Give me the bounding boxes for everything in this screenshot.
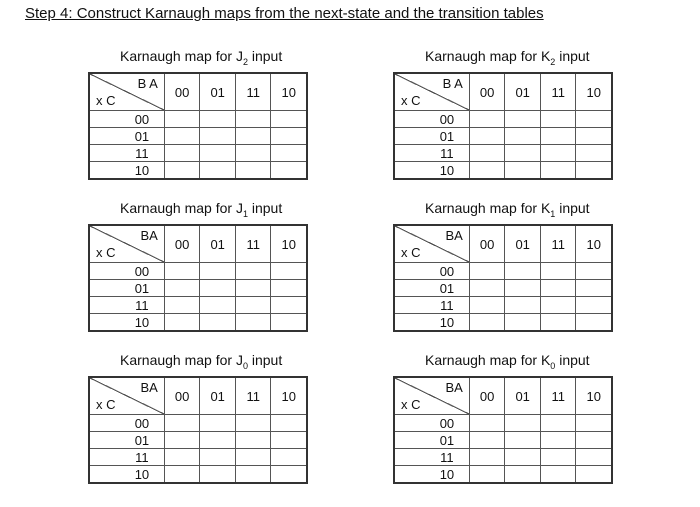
page-title: Step 4: Construct Karnaugh maps from the next-state and the transition tables: [25, 5, 544, 22]
kmap-row: [89, 297, 307, 314]
kmap-cell[interactable]: [469, 466, 505, 484]
kmap-cell[interactable]: [200, 466, 236, 484]
kmap-cell[interactable]: [164, 449, 200, 466]
kmap-cell[interactable]: [540, 314, 575, 332]
kmap-cell[interactable]: [469, 449, 505, 466]
row-header: 11: [394, 145, 469, 162]
kmap-title: Karnaugh map for $K_2$ input: [425, 48, 590, 67]
row-variables: x C: [401, 245, 421, 260]
kmap-cell[interactable]: [576, 297, 612, 314]
row-header: 10: [89, 466, 164, 484]
kmap-cell[interactable]: [200, 449, 236, 466]
kmap-row: [89, 280, 307, 297]
kmap-cell[interactable]: [164, 314, 200, 332]
kmap-cell[interactable]: [505, 466, 541, 484]
kmap-row: [394, 263, 612, 280]
kmap-cell[interactable]: [271, 466, 307, 484]
kmap-cell[interactable]: [271, 280, 307, 297]
column-header: 01: [200, 225, 236, 263]
column-variables: BA: [445, 228, 463, 243]
kmap-cell[interactable]: [576, 280, 612, 297]
kmap-row: [89, 263, 307, 280]
corner-cell: [394, 377, 469, 415]
kmap-cell[interactable]: [505, 128, 541, 145]
kmap-cell[interactable]: [200, 432, 236, 449]
subscript: 2: [242, 56, 248, 67]
kmap-cell[interactable]: [505, 280, 541, 297]
kmap-cell[interactable]: [505, 162, 541, 180]
kmap-title: Karnaugh map for $K_0$ input: [425, 352, 590, 371]
kmap-cell[interactable]: [576, 449, 612, 466]
kmap-cell[interactable]: [271, 314, 307, 332]
kmap-cell[interactable]: [469, 145, 505, 162]
row-header: 10: [394, 466, 469, 484]
kmap-title: Karnaugh map for $J_0$ input: [120, 352, 283, 371]
kmap-cell[interactable]: [540, 111, 575, 128]
column-header: 11: [540, 225, 575, 263]
kmap-cell[interactable]: [469, 314, 505, 332]
kmap-cell[interactable]: [576, 128, 612, 145]
column-variables: B A: [442, 76, 463, 91]
column-header: 00: [164, 377, 200, 415]
row-header: 11: [394, 297, 469, 314]
column-header: 00: [469, 377, 505, 415]
kmap-row: [394, 280, 612, 297]
column-header: 00: [469, 73, 505, 111]
kmap-cell[interactable]: [469, 111, 505, 128]
row-header: 10: [89, 162, 164, 180]
row-header: 00: [394, 415, 469, 432]
column-variables: BA: [140, 228, 158, 243]
subscript: 0: [550, 360, 556, 371]
kmap-row: [394, 449, 612, 466]
kmap-cell[interactable]: [505, 297, 541, 314]
column-header: 10: [271, 73, 307, 111]
kmap-cell[interactable]: [469, 297, 505, 314]
kmap-cell[interactable]: [200, 263, 236, 280]
kmap-cell[interactable]: [271, 449, 307, 466]
kmap-cell[interactable]: [200, 297, 236, 314]
kmap-cell[interactable]: [271, 145, 307, 162]
kmap-cell[interactable]: [200, 111, 236, 128]
kmap-row: [394, 314, 612, 332]
row-header: 01: [394, 128, 469, 145]
kmap-cell[interactable]: [271, 297, 307, 314]
row-variables: x C: [96, 245, 116, 260]
kmap-cell[interactable]: [200, 128, 236, 145]
kmap-cell[interactable]: [505, 415, 541, 432]
kmap-cell[interactable]: [164, 111, 200, 128]
kmap-row: [89, 145, 307, 162]
row-header: 01: [394, 280, 469, 297]
row-header: 11: [89, 449, 164, 466]
subscript: 1: [242, 208, 248, 219]
kmap-cell[interactable]: [576, 145, 612, 162]
row-header: 11: [89, 145, 164, 162]
kmap-cell[interactable]: [576, 466, 612, 484]
kmap-cell[interactable]: [505, 263, 541, 280]
kmap-row: [394, 162, 612, 180]
kmap-cell[interactable]: [469, 415, 505, 432]
kmap-grid: [393, 224, 613, 332]
kmap-cell[interactable]: [540, 432, 575, 449]
kmap-cell[interactable]: [200, 145, 236, 162]
kmap-cell[interactable]: [505, 314, 541, 332]
row-header: 10: [89, 314, 164, 332]
kmap-cell[interactable]: [235, 145, 270, 162]
kmap-row: [394, 145, 612, 162]
row-header: 01: [89, 432, 164, 449]
kmap-cell[interactable]: [469, 280, 505, 297]
corner-cell: [394, 73, 469, 111]
kmap-cell[interactable]: [505, 145, 541, 162]
row-variables: x C: [96, 397, 116, 412]
kmap-cell[interactable]: [271, 263, 307, 280]
row-header: 10: [394, 314, 469, 332]
column-header: 01: [505, 73, 541, 111]
kmap-cell[interactable]: [235, 314, 270, 332]
column-header: 10: [576, 377, 612, 415]
header-row: [394, 73, 612, 111]
kmap-cell[interactable]: [271, 128, 307, 145]
column-variables: BA: [445, 380, 463, 395]
header-row: [394, 377, 612, 415]
kmap-row: [89, 128, 307, 145]
kmap-cell[interactable]: [200, 314, 236, 332]
header-row: [394, 225, 612, 263]
kmap-cell[interactable]: [576, 415, 612, 432]
column-header: 00: [164, 225, 200, 263]
kmap-cell[interactable]: [540, 297, 575, 314]
corner-cell: [89, 225, 164, 263]
kmap-cell[interactable]: [271, 415, 307, 432]
kmap-cell[interactable]: [235, 162, 270, 180]
kmap-cell[interactable]: [164, 466, 200, 484]
column-header: 11: [235, 225, 270, 263]
kmap-cell[interactable]: [235, 297, 270, 314]
kmap-row: [394, 466, 612, 484]
kmap-cell[interactable]: [200, 415, 236, 432]
column-header: 11: [235, 73, 270, 111]
kmap-cell[interactable]: [235, 128, 270, 145]
corner-cell: [89, 73, 164, 111]
kmap-cell[interactable]: [164, 280, 200, 297]
kmap-cell[interactable]: [235, 466, 270, 484]
column-header: 10: [576, 225, 612, 263]
kmap-row: [394, 432, 612, 449]
kmap-cell[interactable]: [576, 111, 612, 128]
column-header: 11: [540, 73, 575, 111]
kmap-cell[interactable]: [164, 145, 200, 162]
kmap-cell[interactable]: [540, 263, 575, 280]
header-row: [89, 377, 307, 415]
kmap-cell[interactable]: [235, 280, 270, 297]
column-header: 01: [200, 377, 236, 415]
kmap-cell[interactable]: [469, 432, 505, 449]
column-header: 10: [576, 73, 612, 111]
row-header: 00: [394, 263, 469, 280]
kmap-cell[interactable]: [540, 162, 575, 180]
kmap-cell[interactable]: [469, 128, 505, 145]
kmap-cell[interactable]: [271, 162, 307, 180]
kmap-cell[interactable]: [200, 162, 236, 180]
kmap-cell[interactable]: [540, 145, 575, 162]
column-variables: BA: [140, 380, 158, 395]
kmap-cell[interactable]: [271, 432, 307, 449]
column-header: 11: [235, 377, 270, 415]
row-variables: x C: [401, 397, 421, 412]
corner-cell: [89, 377, 164, 415]
column-header: 01: [200, 73, 236, 111]
kmap-row: [89, 162, 307, 180]
kmap-cell[interactable]: [576, 432, 612, 449]
row-header: 11: [89, 297, 164, 314]
kmap-cell[interactable]: [235, 432, 270, 449]
kmap-cell[interactable]: [540, 449, 575, 466]
kmap-cell[interactable]: [540, 466, 575, 484]
column-variables: B A: [137, 76, 158, 91]
column-header: 00: [469, 225, 505, 263]
kmap-cell[interactable]: [164, 128, 200, 145]
column-header: 01: [505, 225, 541, 263]
kmap-cell[interactable]: [469, 162, 505, 180]
kmap-cell[interactable]: [540, 128, 575, 145]
subscript: 0: [242, 360, 248, 371]
kmap-row: [89, 415, 307, 432]
row-variables: x C: [96, 93, 116, 108]
kmap-row: [394, 415, 612, 432]
header-row: [89, 73, 307, 111]
kmap-row: [89, 314, 307, 332]
row-header: 01: [89, 280, 164, 297]
header-row: [89, 225, 307, 263]
subscript: 2: [550, 56, 556, 67]
kmap-cell[interactable]: [576, 263, 612, 280]
row-variables: x C: [401, 93, 421, 108]
subscript: 1: [550, 208, 556, 219]
kmap-cell[interactable]: [164, 415, 200, 432]
kmap-cell[interactable]: [576, 162, 612, 180]
kmap-cell[interactable]: [164, 432, 200, 449]
kmap-row: [89, 466, 307, 484]
row-header: 00: [89, 263, 164, 280]
kmap-cell[interactable]: [235, 111, 270, 128]
kmap-title: Karnaugh map for $J_2$ input: [120, 48, 283, 67]
kmap-grid: [88, 224, 308, 332]
row-header: 00: [89, 415, 164, 432]
kmap-cell[interactable]: [235, 415, 270, 432]
kmap-row: [89, 432, 307, 449]
kmap-grid: [393, 376, 613, 484]
kmap-title: Karnaugh map for $J_1$ input: [120, 200, 283, 219]
kmap-cell[interactable]: [540, 415, 575, 432]
kmap-cell[interactable]: [200, 280, 236, 297]
kmap-row: [89, 111, 307, 128]
kmap-row: [394, 297, 612, 314]
column-header: 00: [164, 73, 200, 111]
row-header: 11: [394, 449, 469, 466]
row-header: 00: [89, 111, 164, 128]
row-header: 01: [89, 128, 164, 145]
row-header: 10: [394, 162, 469, 180]
kmap-grid: [393, 72, 613, 180]
kmap-cell[interactable]: [235, 449, 270, 466]
column-header: 01: [505, 377, 541, 415]
kmap-cell[interactable]: [164, 297, 200, 314]
kmap-cell[interactable]: [505, 111, 541, 128]
column-header: 11: [540, 377, 575, 415]
corner-cell: [394, 225, 469, 263]
kmap-row: [394, 128, 612, 145]
column-header: 10: [271, 225, 307, 263]
kmap-cell[interactable]: [540, 280, 575, 297]
kmap-grid: [88, 376, 308, 484]
kmap-grid: [88, 72, 308, 180]
kmap-cell[interactable]: [505, 449, 541, 466]
kmap-cell[interactable]: [271, 111, 307, 128]
kmap-cell[interactable]: [164, 263, 200, 280]
kmap-row: [394, 111, 612, 128]
kmap-cell[interactable]: [164, 162, 200, 180]
kmap-cell[interactable]: [469, 263, 505, 280]
kmap-cell[interactable]: [505, 432, 541, 449]
kmap-cell[interactable]: [576, 314, 612, 332]
row-header: 01: [394, 432, 469, 449]
column-header: 10: [271, 377, 307, 415]
kmap-cell[interactable]: [235, 263, 270, 280]
kmap-row: [89, 449, 307, 466]
kmap-title: Karnaugh map for $K_1$ input: [425, 200, 590, 219]
row-header: 00: [394, 111, 469, 128]
